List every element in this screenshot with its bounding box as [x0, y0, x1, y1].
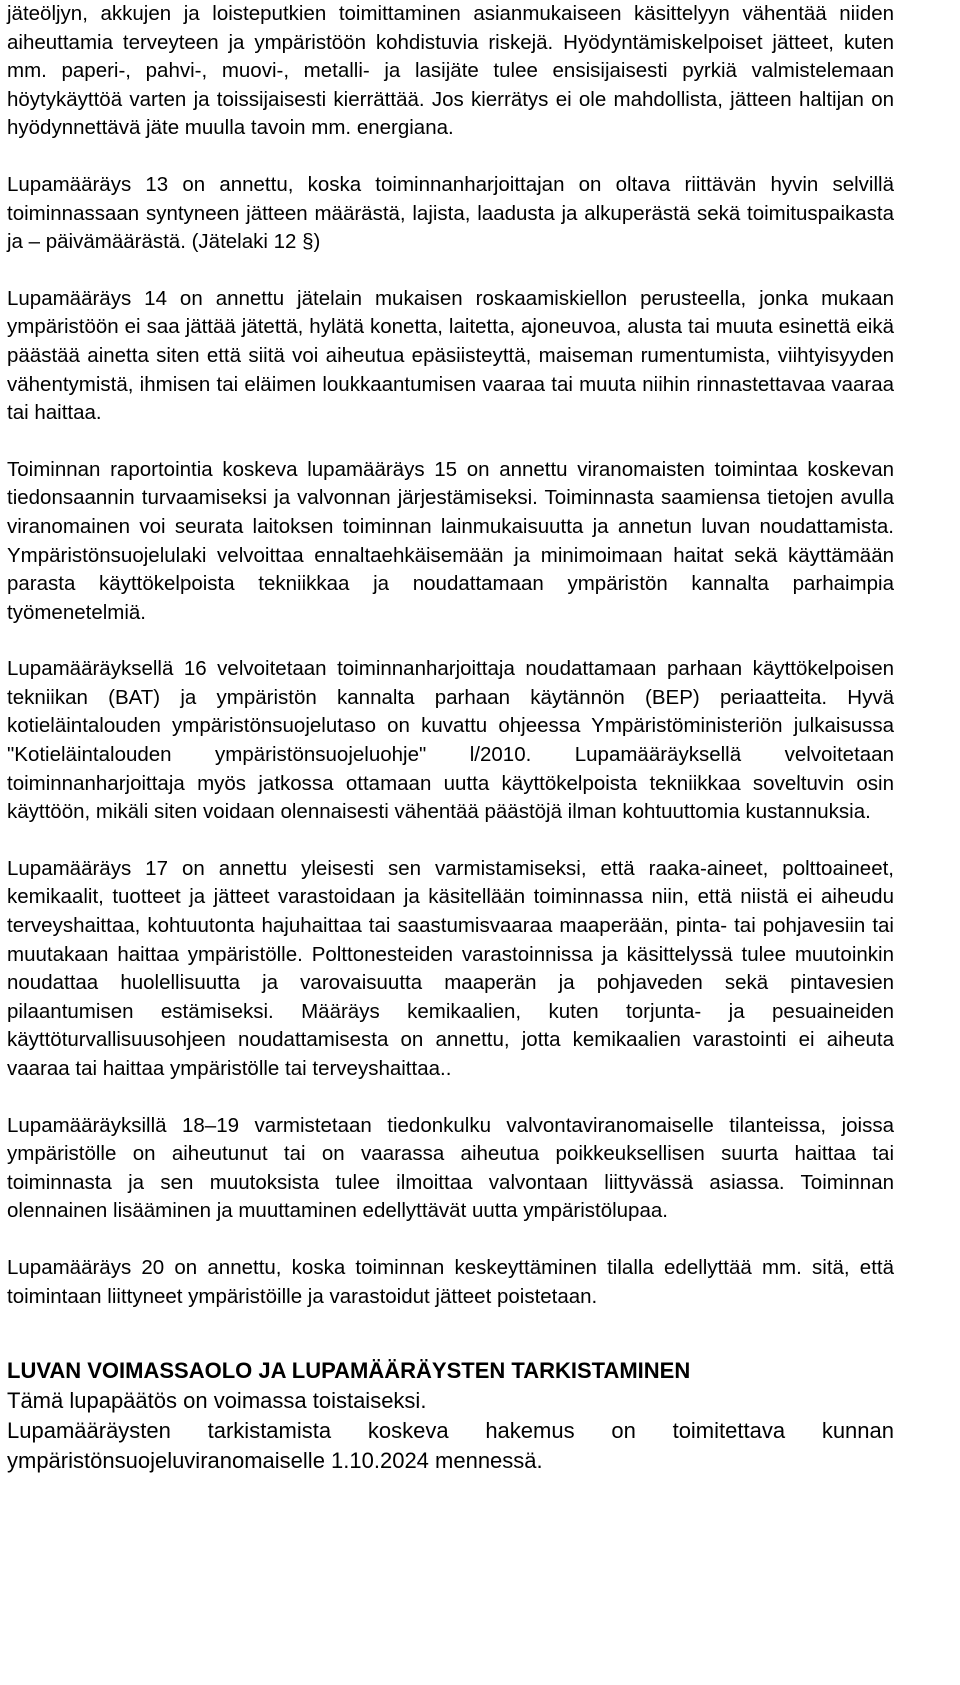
paragraph-regulation-15: Toiminnan raportointia koskeva lupamääräys 15 on annettu viranomaisten toimintaa koskevan tiedonsaannin turvaamiseksi ja valvonnan järjestämiseksi. Toiminnasta saamiensa tietojen avulla viranomainen voi seurata laitoksen toiminnan lainmukaisuutta ja annetun luvan noudattamista. Ympäristönsuojelulaki velvoittaa ennaltaehkäisemään ja minimoimaan haitat sekä käyttämään parasta käyttökelpoista tekniikkaa ja noudattamaan ympäristön kannalta parhaimpia työmenetelmiä. — [7, 457, 894, 624]
paragraph-regulation-16: Lupamääräyksellä 16 velvoitetaan toiminnanharjoittaja noudattamaan parhaan käyttökelpoisen tekniikan (BAT) ja ympäristön kannalta parhaan käytännön (BEP) periaatteita. Hyvä kotieläintalouden ympäristönsuojelutaso on kuvattu ohjeessa Ympäristöministeriön julkaisussa "Kotieläintalouden ympäristönsuojeluohje" l/2010. Lupamääräyksellä velvoitetaan toiminnanharjoittaja myös jatkossa ottamaan uutta käyttökelpoista tekniikkaa soveltuvin osin käyttöön, mikäli siten voidaan olennaisesti vähentää päästöjä ilman kohtuuttomia kustannuksia. — [7, 657, 894, 824]
validity-text: Tämä lupapäätös on voimassa toistaiseksi. — [7, 1388, 427, 1414]
paragraph-regulation-18-19: Lupamääräyksillä 18–19 varmistetaan tiedonkulku valvontaviranomaiselle tilanteissa, joissa ympäristölle on aiheutunut tai on vaarassa aiheutua poikkeuksellisen suurta haittaa tai toiminnasta ja sen muutoksista tulee ilmoittaa valvontaan liittyvässä asiassa. Toiminnan olennainen lisääminen ja muuttaminen edellyttävät uutta ympäristölupaa. — [7, 1113, 894, 1223]
paragraph-regulation-13: Lupamääräys 13 on annettu, koska toiminnanharjoittajan on oltava riittävän hyvin selvillä toiminnassaan syntyneen jätteen määrästä, lajista, laadusta ja alkuperästä sekä toimituspaikasta ja – päivämäärästä. (Jätelaki 12 §) — [7, 172, 894, 254]
paragraph-regulation-14: Lupamääräys 14 on annettu jätelain mukaisen roskaamiskiellon perusteella, jonka mukaan ympäristöön ei saa jättää jätettä, hylätä konetta, laitetta, ajoneuvoa, alusta tai muuta esinettä eikä päästää ainetta siten että siitä voi aiheutua epäsiisteyttä, maiseman rumentumista, viihtyisyyden vähentymistä, ihmisen tai eläimen loukkaantumisen vaaraa tai muuta niihin rinnastettavaa vaaraa tai haittaa. — [7, 286, 894, 425]
paragraph-regulation-20: Lupamääräys 20 on annettu, koska toiminnan keskeyttäminen tilalla edellyttää mm. sitä, että toimintaan liittyneet ympäristöille ja varastoidut jätteet poistetaan. — [7, 1255, 894, 1308]
review-text: Lupamääräysten tarkistamista koskeva hakemus on toimitettava kunnan ympäristönsuojeluviranomaiselle 1.10.2024 mennessä. — [7, 1418, 894, 1474]
document-page — [7, 0, 894, 1476]
paragraph-regulation-17: Lupamääräys 17 on annettu yleisesti sen varmistamiseksi, että raaka-aineet, polttoaineet, kemikaalit, tuotteet ja jätteet varastoidaan ja käsitellään toiminnassa niin, että niistä ei aiheudu terveyshaittaa, kohtuutonta hajuhaittaa tai saastumisvaaraa maaperään, pinta- tai pohjavesiin tai muutakaan haittaa ympäristölle. Polttonesteiden varastoinnissa ja käsittelyssä tulee muutoinkin noudattaa huolellisuutta ja varovaisuutta maaperän ja pohjaveden sekä pintavesien pilaantumisen estämiseksi. Määräys kemikaalien, kuten torjunta- ja pesuaineiden käyttöturvallisuusohjeen noudattamisesta on annettu, jotta kemikaalien varastointi ei aiheuta vaaraa tai haittaa ympäristölle tai terveyshaittaa.. — [7, 856, 894, 1080]
paragraph-waste-handling: jäteöljyn, akkujen ja loisteputkien toimittaminen asianmukaiseen käsittelyyn vähentää niiden aiheuttamia terveyteen ja ympäristöön kohdistuvia riskejä. Hyödyntämiskelpoiset jätteet, kuten mm. paperi-, pahvi-, muovi-, metalli- ja lasijäte tulee ensisijaisesti pyrkiä valmistelemaan höytykäyttöä varten ja toissijaisesti kierrättää. Jos kierrätys ei ole mahdollista, jätteen haltijan on hyödynnettävä jäte muulla tavoin mm. energiana. — [7, 2, 894, 140]
section-heading: LUVAN VOIMASSAOLO JA LUPAMÄÄRÄYSTEN TARKISTAMINEN — [7, 1358, 691, 1384]
